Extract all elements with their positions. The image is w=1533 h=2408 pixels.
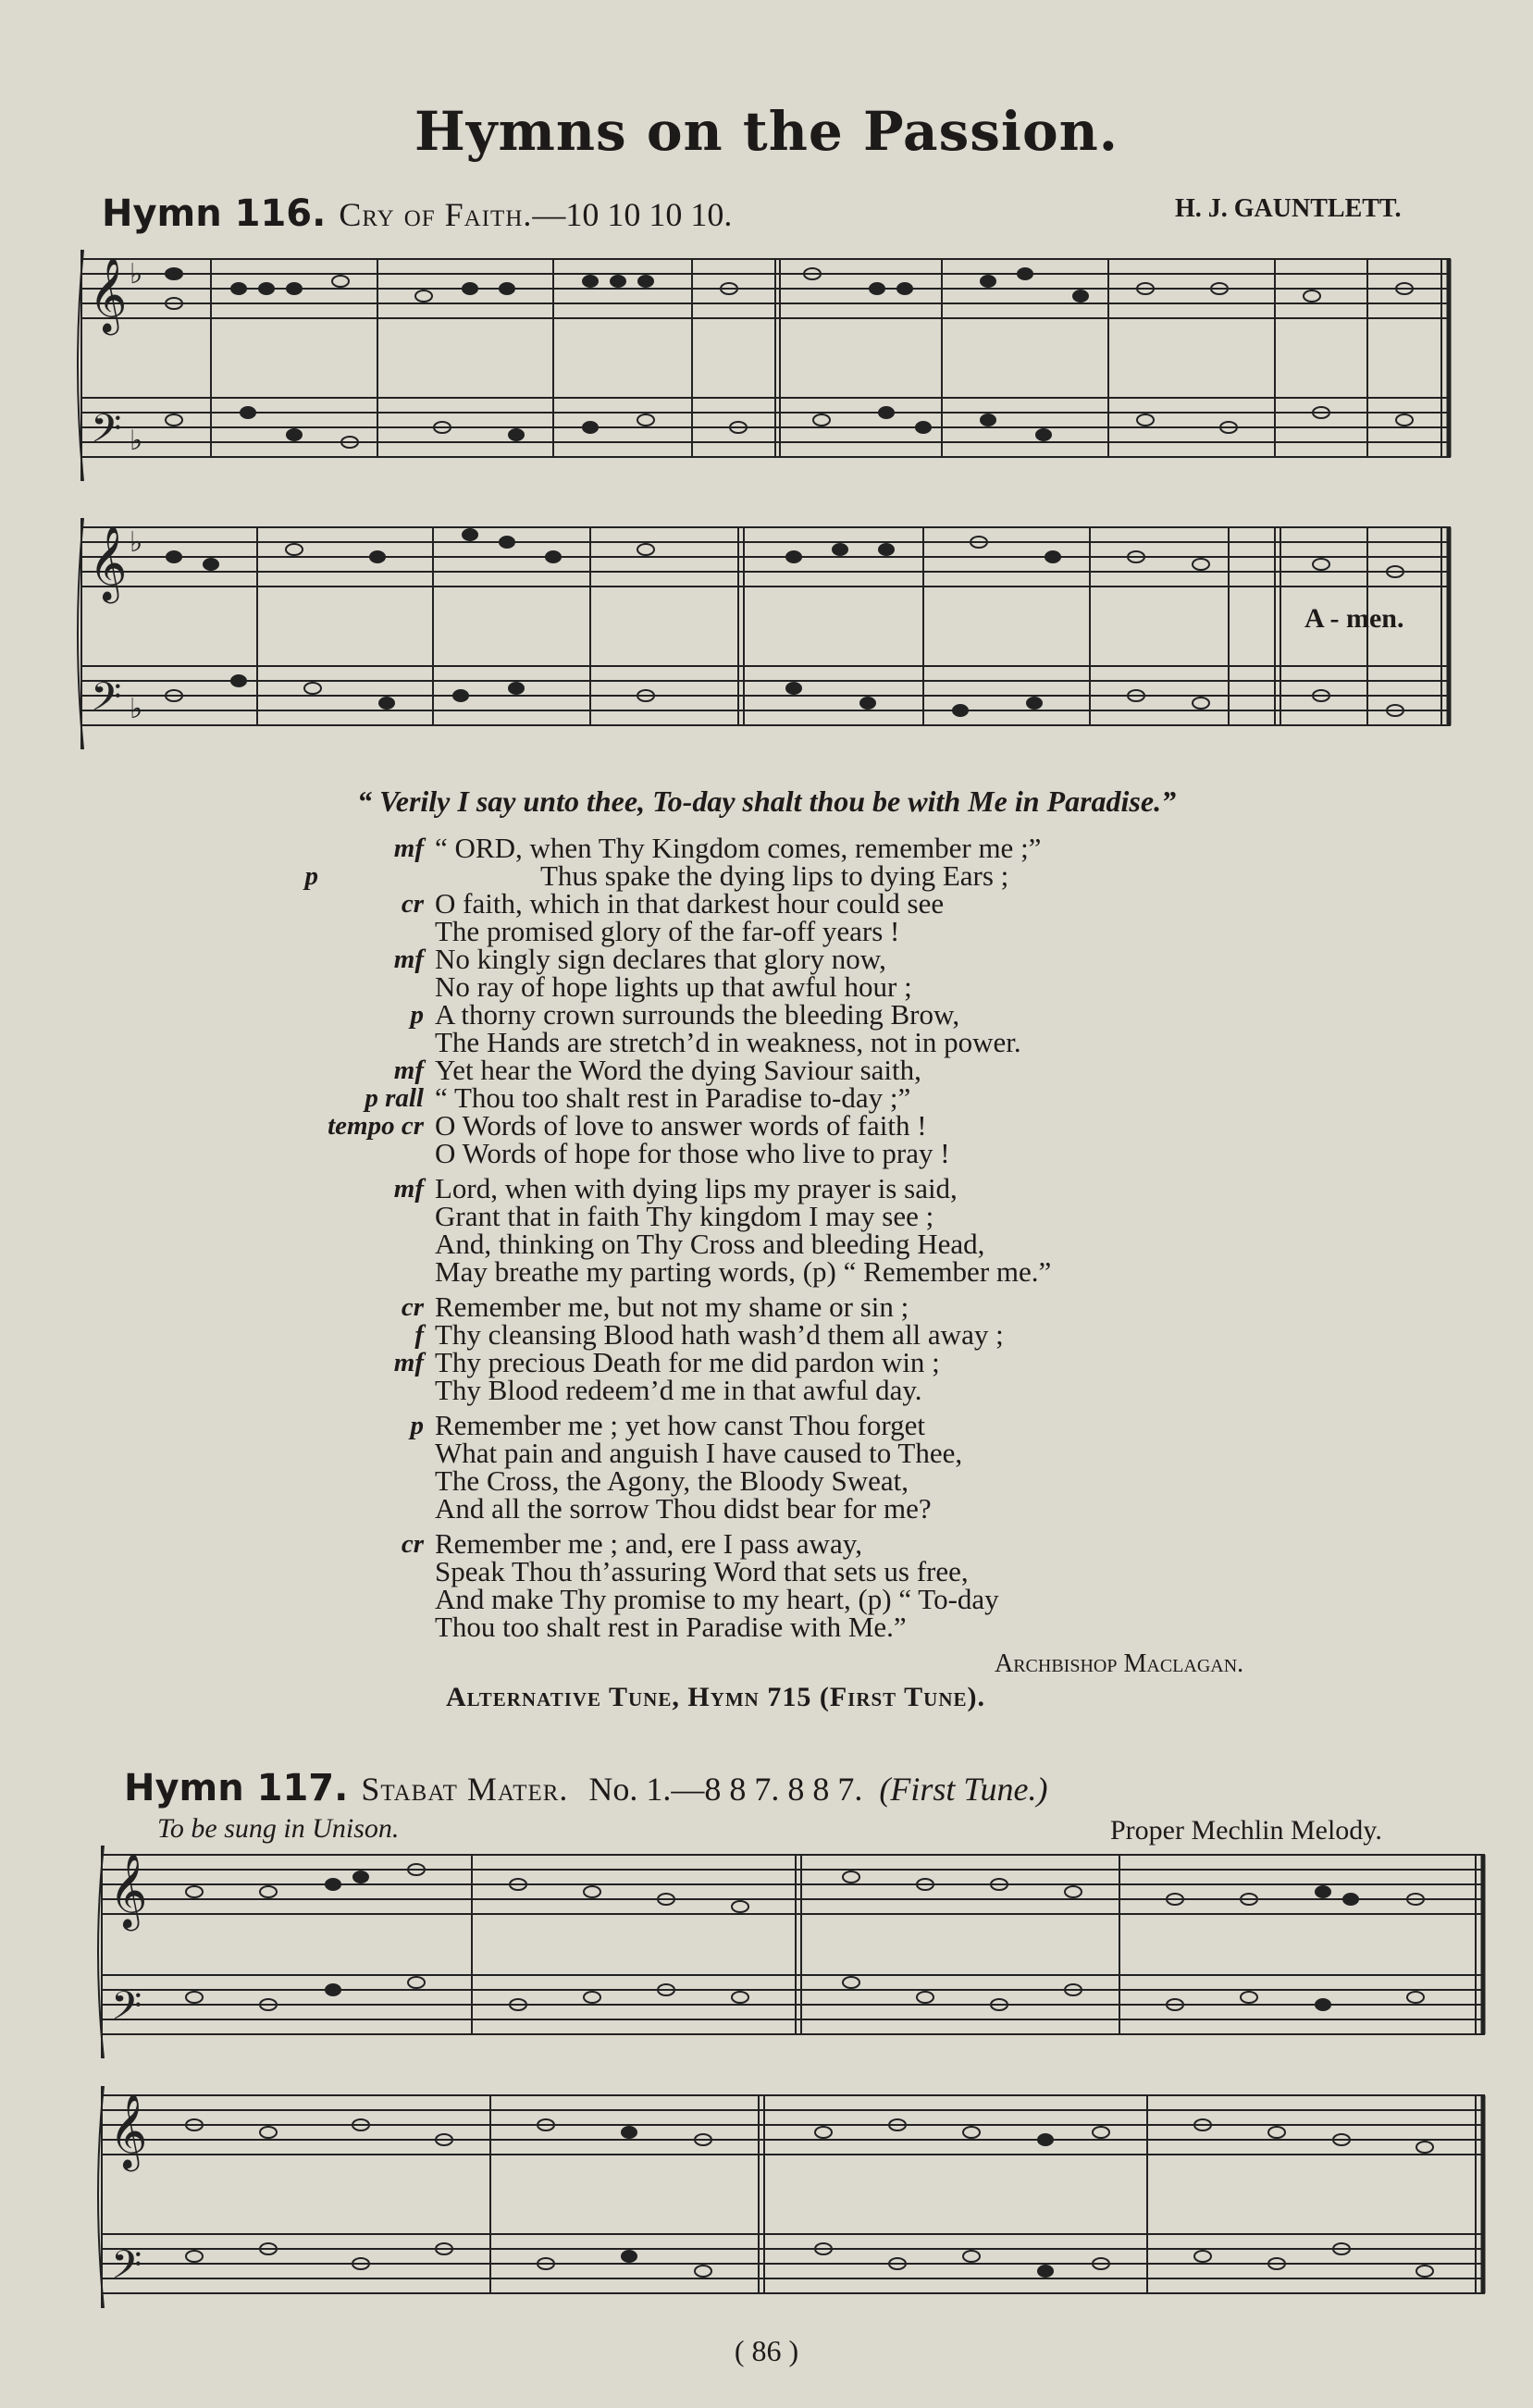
hymn-116-score-system-1 <box>72 231 1460 500</box>
verse-text: Speak Thou th’assuring Word that sets us free, <box>435 1555 969 1587</box>
dynamic-mark: mf <box>393 1348 424 1377</box>
verse-line <box>401 1290 1051 1323</box>
svg-text:♭: ♭ <box>130 258 143 290</box>
verse-line <box>410 998 1051 1031</box>
hymn-117-heading <box>124 1767 1047 1809</box>
verse-line <box>435 1583 1051 1615</box>
verse-text: A thorny crown surrounds the bleeding Brow, <box>435 998 960 1031</box>
verse-text: Thy cleansing Blood hath wash’d them all away ; <box>435 1318 1004 1351</box>
hymn-117-score-system-2 <box>93 2077 1499 2317</box>
verse-text: O Words of hope for those who live to pray ! <box>435 1137 950 1169</box>
dynamic-mark: p <box>410 1000 424 1030</box>
verse-line <box>414 1318 1051 1351</box>
verse-text: And all the sorrow Thou didst bear for me? <box>435 1492 932 1525</box>
verse-line <box>435 1255 1052 1288</box>
dynamic-mark: cr <box>401 1529 424 1559</box>
dynamic-mark: mf <box>393 834 424 863</box>
verse-text: The promised glory of the far-off years ! <box>435 915 900 947</box>
melody-source: Proper Mechlin Melody. <box>1110 1815 1382 1846</box>
verse-line <box>304 859 1051 892</box>
svg-text:♭: ♭ <box>130 693 143 725</box>
hymn-116-verses <box>304 832 1052 1643</box>
hymn-116-heading <box>102 192 732 235</box>
dynamic-mark: mf <box>393 945 424 974</box>
verse-line <box>393 1054 1051 1086</box>
hymn-number: Hymn 116. <box>102 192 327 235</box>
verse-text: What pain and anguish I have caused to Thee, <box>435 1437 963 1469</box>
svg-text:𝄞: 𝄞 <box>109 2093 148 2168</box>
verse-line <box>435 1374 1051 1406</box>
first-tune-note: (First Tune.) <box>879 1771 1048 1808</box>
verse-line <box>435 1439 1051 1467</box>
verse-line <box>393 1172 1051 1204</box>
verse-text: Lord, when with dying lips my prayer is said, <box>435 1172 958 1204</box>
dynamic-mark: tempo cr <box>328 1111 424 1141</box>
verse-text: Thy precious Death for me did pardon win ; <box>435 1346 940 1378</box>
verse-text: “ ORD, when Thy Kingdom comes, remember me ;” <box>435 832 1042 864</box>
verse-text: O faith, which in that darkest hour could see <box>435 887 945 920</box>
dynamic-mark: p <box>410 1411 424 1440</box>
dynamic-mark: mf <box>393 1174 424 1204</box>
verse-line <box>401 887 1051 920</box>
verse-text: And, thinking on Thy Cross and bleeding Head, <box>435 1228 985 1260</box>
svg-text:♭: ♭ <box>130 526 143 559</box>
page-number: ( 86 ) <box>734 2334 799 2367</box>
verse-line <box>435 1492 1051 1525</box>
verse-text: Remember me ; and, ere I pass away, <box>435 1527 862 1560</box>
svg-text:♭: ♭ <box>130 425 143 457</box>
dynamic-mark: cr <box>401 1292 424 1322</box>
verse-line <box>435 1613 1051 1641</box>
svg-text:𝄞: 𝄞 <box>109 1852 148 1928</box>
verse-line <box>435 1137 1051 1169</box>
epigraph: “ Verily I say unto thee, To-day shalt thou be with Me in Paradise.” <box>356 784 1177 818</box>
verse-line <box>401 1527 1051 1560</box>
svg-text:𝄞: 𝄞 <box>89 525 128 600</box>
tune-name: Stabat Mater. <box>361 1771 569 1808</box>
svg-text:𝄢: 𝄢 <box>111 2242 142 2298</box>
verse-line <box>393 832 1051 864</box>
verse-line <box>393 943 1051 975</box>
verse-line <box>435 915 1051 947</box>
amen-label: A - men. <box>1304 603 1404 634</box>
verse-text: Thy Blood redeem’d me in that awful day. <box>435 1374 922 1406</box>
verse-line <box>435 1555 1051 1587</box>
performance-instruction: To be sung in Unison. <box>157 1813 400 1844</box>
verse-text: Grant that in faith Thy kingdom I may see ; <box>435 1200 934 1232</box>
svg-text:𝄢: 𝄢 <box>111 1983 142 2039</box>
verse-text: No ray of hope lights up that awful hour ; <box>435 970 912 1003</box>
page-title: Hymns on the Passion. <box>414 100 1119 163</box>
verse-text: And make Thy promise to my heart, (p) “ To-day <box>435 1583 999 1615</box>
hymn-117-score-system-1 <box>93 1836 1499 2077</box>
verse-text: Remember me ; yet how canst Thou forget <box>435 1409 926 1441</box>
verse-line <box>328 1109 1051 1142</box>
svg-text:𝄢: 𝄢 <box>91 406 122 462</box>
svg-text:𝄢: 𝄢 <box>91 674 122 730</box>
dynamic-mark: p rall <box>365 1083 424 1113</box>
verse-text: Thou too shalt rest in Paradise with Me.” <box>435 1611 907 1643</box>
verse-line <box>435 1464 1051 1497</box>
meter: —10 10 10 10. <box>532 196 733 233</box>
dynamic-mark: mf <box>393 1056 424 1085</box>
verse-line <box>393 1346 1051 1378</box>
alternative-tune-note: Alternative Tune, Hymn 715 (First Tune). <box>446 1682 985 1712</box>
verse-text: May breathe my parting words, (p) “ Remember me.” <box>435 1255 1052 1288</box>
verse-text: The Hands are stretch’d in weakness, not in power. <box>435 1026 1021 1058</box>
tune-name: Cry of Faith. <box>339 196 533 233</box>
verse-text: The Cross, the Agony, the Bloody Sweat, <box>435 1464 909 1497</box>
dynamic-mark: p <box>304 861 318 891</box>
verse-text: “ Thou too shalt rest in Paradise to-day ;” <box>435 1081 911 1114</box>
meter: No. 1.—8 8 7. 8 8 7. <box>588 1771 863 1808</box>
verse-text: Thus spake the dying lips to dying Ears ; <box>540 859 1009 892</box>
verse-line <box>435 970 1051 1003</box>
verse-text: Yet hear the Word the dying Saviour saith, <box>435 1054 921 1086</box>
verse-text: O Words of love to answer words of faith ! <box>435 1109 927 1142</box>
dynamic-mark: f <box>414 1320 424 1350</box>
verse-line <box>365 1081 1051 1114</box>
dynamic-mark: cr <box>401 889 424 919</box>
verse-text: Remember me, but not my shame or sin ; <box>435 1290 909 1323</box>
composer: H. J. GAUNTLETT. <box>1175 194 1402 223</box>
hymn-number: Hymn 117. <box>124 1767 349 1809</box>
verse-line <box>410 1409 1051 1441</box>
verse-line <box>435 1026 1051 1058</box>
attribution: Archbishop Maclagan. <box>995 1649 1244 1678</box>
hymn-116-score-system-2 <box>72 500 1460 768</box>
verse-line <box>435 1200 1051 1232</box>
svg-text:𝄞: 𝄞 <box>89 256 128 332</box>
verse-text: No kingly sign declares that glory now, <box>435 943 886 975</box>
verse-line <box>435 1230 1051 1258</box>
